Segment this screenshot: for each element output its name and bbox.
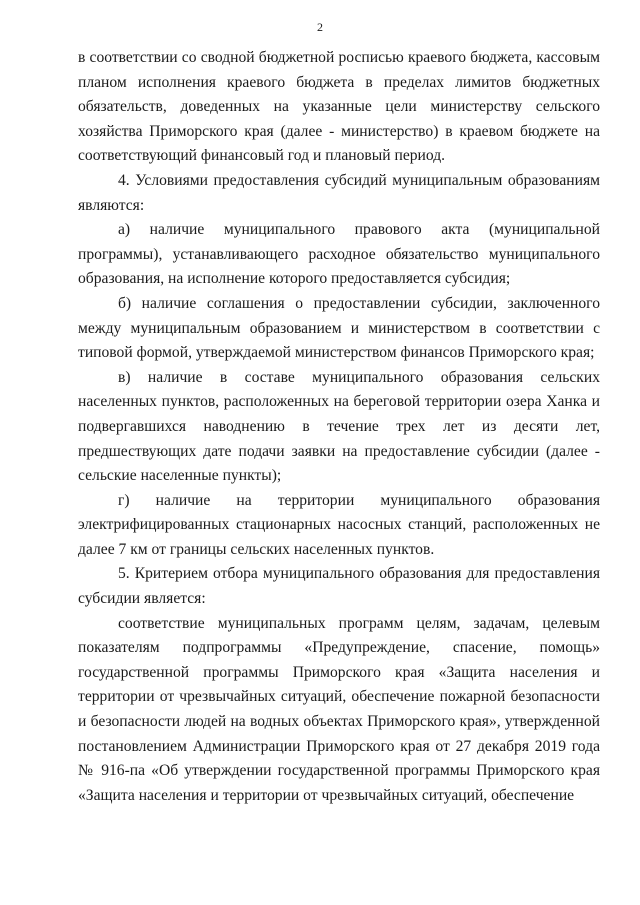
- document-body: [78, 46, 600, 808]
- paragraph-item-g: г) наличие на территории муниципального образования электрифицированных стационарных насосных станций, расположенных не далее 7 км от границы сельских населенных пунктов.: [78, 491, 600, 558]
- paragraph-item-b: б) наличие соглашения о предоставлении субсидии, заключенного между муниципальным образованием и министерством в соответствии с типовой формой, утверждаемой министерством финансов Приморского края;: [78, 294, 600, 362]
- paragraph-criterion: соответствие муниципальных программ целям, задачам, целевым показателям подпрограммы «Предупреждение, спасение, помощь» государственной программы Приморского края «Защита населения и территории от чрезвычайных ситуаций, обеспечение пожарной безопасности и безопасности людей на водных объектах Приморского края», утвержденной постановлением Администрации Приморского края от 27 декабря 2019 года № 916-па «Об утверждении государственной программы Приморского края «Защита населения и территории от чрезвычайных ситуаций, обеспечение: [78, 614, 600, 804]
- page-number: 2: [317, 20, 323, 34]
- paragraph-item-a: а) наличие муниципального правового акта (муниципальной программы), устанавливающего расходное обязательство муниципального образования, на исполнение которого предоставляется субсидия;: [78, 221, 600, 288]
- paragraph-clause-5: 5. Критерием отбора муниципального образования для предоставления субсидии является:: [78, 565, 600, 608]
- paragraph-budget-continuation: в соответствии со сводной бюджетной росписью краевого бюджета, кассовым планом исполнения краевого бюджета в пределах лимитов бюджетных обязательств, доведенных на указанные цели министерству сельского хозяйства Приморского края (далее - министерство) в краевом бюджете на соответствующий финансовый год и плановый период.: [78, 49, 600, 165]
- paragraph-clause-4: 4. Условиями предоставления субсидий муниципальным образованиям являются:: [78, 171, 600, 214]
- paragraph-item-v: в) наличие в составе муниципального образования сельских населенных пунктов, расположенных на береговой территории озера Ханка и подвергавшихся наводнению в течение трех лет из десяти лет, предшествующих дате подачи заявки на предоставление субсидии (далее - сельские населенные пункты);: [78, 368, 600, 485]
